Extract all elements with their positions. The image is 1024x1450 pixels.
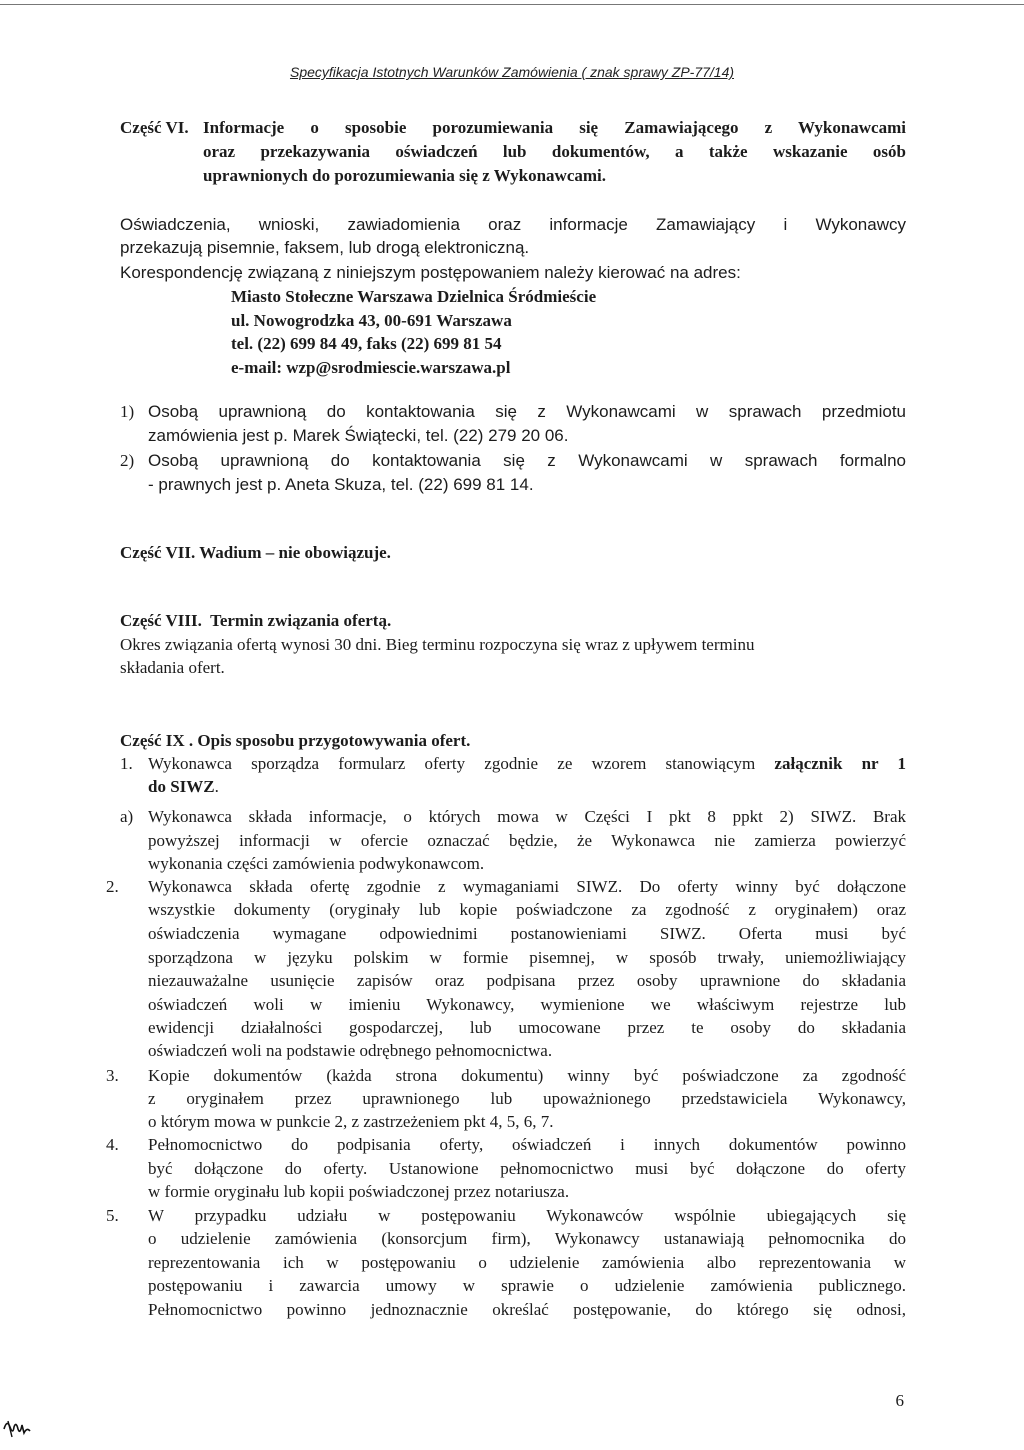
part9-item5-line-3: reprezentowania ich w postępowaniu o udzielenie zamówienia albo reprezentowania w (148, 1253, 906, 1272)
part9-item5-line-4: postępowaniu i zawarcia umowy w sprawie o udzielenie zamówienia publicznego. (148, 1276, 906, 1295)
top-rule (0, 4, 1024, 5)
part7-label: Część VII. (120, 543, 196, 562)
part9-item4-line-2: być dołączone do oferty. Ustanowione pełnomocnictwo musi być dołączone do oferty (148, 1159, 906, 1178)
part9-item-a-num: a) (120, 807, 134, 826)
part6-para2: Korespondencję związaną z niniejszym postępowaniem należy kierować na adres: (120, 263, 741, 282)
part9-item2-line-2: wszystkie dokumenty (oryginały lub kopie poświadczone za zgodność z oryginałem) oraz (148, 900, 906, 919)
part6-para1-line-2: przekazują pisemnie, faksem, lub drogą elektroniczną. (120, 238, 530, 257)
part7-heading (120, 541, 391, 564)
part7-title: Wadium – nie obowiązuje. (199, 543, 391, 562)
part9-item2-num: 2. (106, 877, 119, 896)
part9-item2-line-6: oświadczeń woli w imieniu Wykonawcy, wymienione we właściwym rejestrze lub (148, 995, 906, 1014)
part9-item2-line-7: ewidencji działalności gospodarczej, lub umocowane przez te osoby do składania (148, 1018, 906, 1037)
part9-item5-line-2: o udzielenie zamówienia (konsorcjum firm), Wykonawcy ustanawiają pełnomocnika do (148, 1229, 906, 1248)
siwz-reference: do SIWZ (148, 777, 215, 796)
address-line-4: e-mail: wzp@srodmiescie.warszawa.pl (231, 358, 511, 377)
part9-item4-line-1: Pełnomocnictwo do podpisania oferty, oświadczeń i innych dokumentów powinno (148, 1135, 906, 1154)
address-line-1: Miasto Stołeczne Warszawa Dzielnica Śródmieście (231, 287, 597, 306)
part9-item2-line-5: niezauważalne usunięcie zapisów oraz podpisana przez osoby uprawnione do składania (148, 971, 906, 990)
part9-item5-line-1: W przypadku udziału w postępowaniu Wykonawców wspólnie ubiegających się (148, 1206, 906, 1225)
part9-item3-line-1: Kopie dokumentów (każda strona dokumentu) winny być poświadczone za zgodność (148, 1066, 906, 1085)
part6-item1-line-1: Osobą uprawnioną do kontaktowania się z Wykonawcami w sprawach przedmiotu (148, 402, 906, 421)
attachment-reference: załącznik nr 1 (774, 754, 906, 773)
part6-label: Część VI. (120, 118, 189, 137)
part9-item1-line-2 (148, 775, 219, 798)
page-header: Specyfikacja Istotnych Warunków Zamówienia ( znak sprawy ZP-77/14) (289, 64, 735, 80)
part6-title-line-2: oraz przekazywania oświadczeń lub dokumentów, a także wskazanie osób (203, 142, 906, 161)
part9-item4-num: 4. (106, 1135, 119, 1154)
part9-item2-line-3: oświadczenia wymagane odpowiednimi postanowieniami SIWZ. Oferta musi być (148, 924, 906, 943)
part8-line-1: Okres związania ofertą wynosi 30 dni. Bieg terminu rozpoczyna się wraz z upływem terminu (120, 635, 755, 654)
part6-item1-num: 1) (120, 402, 135, 421)
part9-item1-line-1 (148, 752, 906, 775)
part9-item-a-line-2: powyższej informacji w ofercie oznaczać będzie, że Wykonawca nie zamierza powierzyć (148, 831, 906, 850)
part8-label: Część VIII. (120, 611, 202, 630)
part8-heading (120, 609, 391, 632)
part9-item1-num: 1. (120, 754, 133, 773)
part6-para1-line-1: Oświadczenia, wnioski, zawiadomienia oraz informacje Zamawiający i Wykonawcy (120, 215, 906, 234)
part9-item3-num: 3. (106, 1066, 119, 1085)
part9-item3-line-2: z oryginałem przez uprawnionego lub upoważnionego przedstawiciela Wykonawcy, (148, 1089, 906, 1108)
period: . (214, 777, 219, 796)
part9-heading (120, 729, 470, 752)
part9-item-a-line-1: Wykonawca składa informacje, o których mowa w Części I pkt 8 ppkt 2) SIWZ. Brak (148, 807, 906, 826)
address-line-2: ul. Nowogrodzka 43, 00-691 Warszawa (231, 311, 512, 330)
part6-item2-line-2: - prawnych jest p. Aneta Skuza, tel. (22) 699 81 14. (148, 475, 534, 494)
part6-item1-line-2: zamówienia jest p. Marek Świątecki, tel. (22) 279 20 06. (148, 426, 569, 445)
part6-item2-num: 2) (120, 451, 135, 470)
part9-label: Część IX . (120, 731, 194, 750)
page-number: 6 (895, 1391, 904, 1410)
part9-item-a-line-3: wykonania części zamówienia podwykonawcom. (148, 854, 485, 873)
part6-title-line-3: uprawnionych do porozumiewania się z Wykonawcami. (203, 166, 607, 185)
part9-item5-num: 5. (106, 1206, 119, 1225)
part8-line-2: składania ofert. (120, 658, 225, 677)
part9-item5-line-5: Pełnomocnictwo powinno jednoznacznie określać postępowanie, do którego się odnosi, (148, 1300, 906, 1319)
part9-title: Opis sposobu przygotowywania ofert. (197, 731, 471, 750)
part9-item2-line-8: oświadczeń woli na podstawie odrębnego pełnomocnictwa. (148, 1041, 553, 1060)
part9-item1-text: Wykonawca sporządza formularz oferty zgodnie ze wzorem stanowiącym (148, 754, 775, 773)
part9-item2-line-1: Wykonawca składa ofertę zgodnie z wymaganiami SIWZ. Do oferty winny być dołączone (148, 877, 906, 896)
part6-title-line-1: Informacje o sposobie porozumiewania się Zamawiającego z Wykonawcami (203, 118, 906, 137)
part9-item2-line-4: sporządzona w języku polskim w formie pisemnej, w sposób trwały, uniemożliwiający (148, 948, 906, 967)
address-line-3: tel. (22) 699 84 49, faks (22) 699 81 54 (231, 334, 502, 353)
paraph-signature-icon (2, 1415, 32, 1441)
part9-item3-line-3: o którym mowa w punkcie 2, z zastrzeżeniem pkt 4, 5, 6, 7. (148, 1112, 554, 1131)
part8-title: Termin związania ofertą. (210, 611, 392, 630)
part6-item2-line-1: Osobą uprawnioną do kontaktowania się z Wykonawcami w sprawach formalno (148, 451, 906, 470)
part9-item4-line-3: w formie oryginału lub kopii poświadczonej przez notariusza. (148, 1182, 570, 1201)
